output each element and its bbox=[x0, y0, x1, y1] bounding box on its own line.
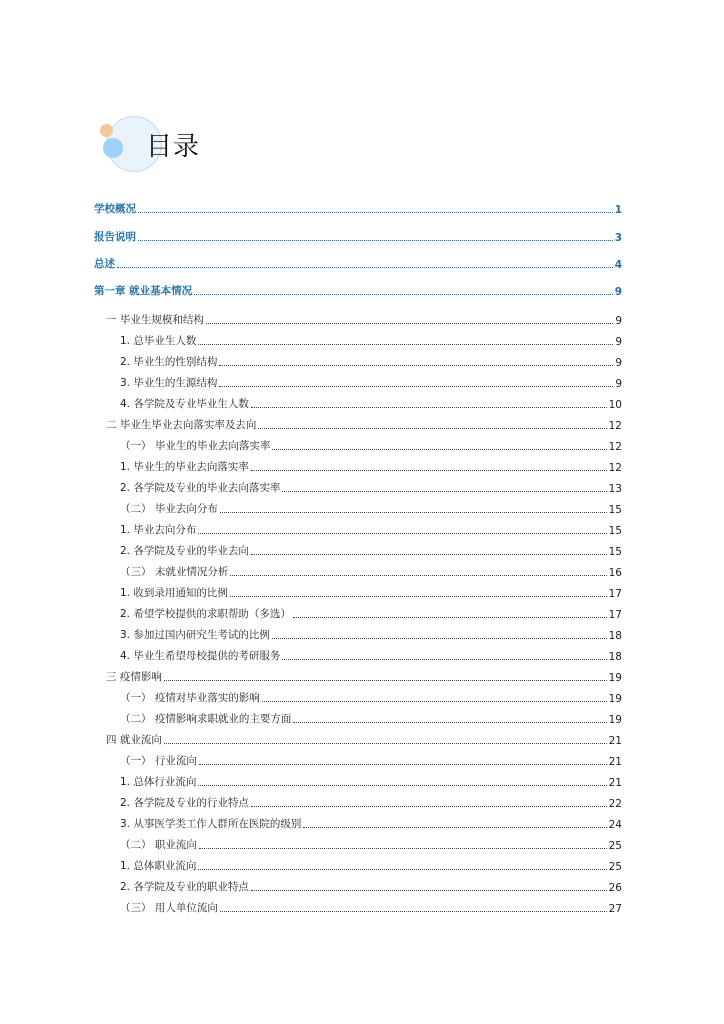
toc-entry-page: 10 bbox=[608, 399, 622, 411]
toc-entry-label: （二） 职业流向 bbox=[120, 839, 197, 851]
toc-entry-page: 13 bbox=[608, 483, 622, 495]
toc-entry-page: 9 bbox=[615, 357, 622, 369]
toc-entry-page: 12 bbox=[608, 420, 622, 432]
toc-entry-page: 19 bbox=[608, 693, 622, 705]
toc-entry-label: 2. 希望学校提供的求职帮助（多选） bbox=[120, 608, 291, 620]
toc-entry-label: 2. 各学院及专业的职业特点 bbox=[120, 881, 249, 893]
toc-entry-label: 1. 收到录用通知的比例 bbox=[120, 587, 228, 599]
toc-entry-label: 总述 bbox=[94, 258, 115, 270]
toc-entry-page: 22 bbox=[608, 798, 622, 810]
toc-entry[interactable] bbox=[94, 858, 622, 873]
toc-entry-page: 15 bbox=[608, 504, 622, 516]
toc-entry-label: （一） 毕业生的毕业去向落实率 bbox=[120, 440, 271, 452]
toc-entry-label: 三 疫情影响 bbox=[106, 671, 162, 683]
toc-entry-label: 1. 毕业去向分布 bbox=[120, 524, 197, 536]
toc-entry-page: 17 bbox=[608, 609, 622, 621]
toc-entry[interactable] bbox=[94, 564, 622, 579]
toc-entry[interactable] bbox=[94, 522, 622, 537]
decorative-circle-orange bbox=[100, 124, 113, 137]
toc-entry[interactable] bbox=[94, 201, 622, 216]
toc-entry[interactable] bbox=[94, 900, 622, 915]
dot-leader bbox=[251, 554, 607, 555]
toc-entry-label: 1. 毕业生的毕业去向落实率 bbox=[120, 461, 249, 473]
dot-leader bbox=[262, 701, 607, 702]
dot-leader bbox=[282, 659, 606, 660]
toc-entry[interactable] bbox=[94, 711, 622, 726]
toc-entry-page: 21 bbox=[608, 777, 622, 789]
toc-entry-page: 9 bbox=[615, 315, 622, 327]
toc-entry-page: 19 bbox=[608, 672, 622, 684]
dot-leader bbox=[194, 294, 613, 295]
dot-leader bbox=[230, 596, 607, 597]
toc-entry[interactable] bbox=[94, 879, 622, 894]
dot-leader bbox=[272, 449, 606, 450]
toc-entry-page: 9 bbox=[614, 286, 622, 298]
toc-entry-label: 2. 各学院及专业的毕业去向落实率 bbox=[120, 482, 281, 494]
toc-entry-label: 一 毕业生规模和结构 bbox=[106, 314, 204, 326]
decorative-circle-blue bbox=[103, 138, 123, 158]
toc-entry-label: 四 就业流向 bbox=[106, 734, 162, 746]
toc-entry[interactable] bbox=[94, 283, 622, 298]
dot-leader bbox=[164, 743, 607, 744]
dot-leader bbox=[251, 407, 607, 408]
toc-entry[interactable] bbox=[94, 375, 622, 390]
toc-entry[interactable] bbox=[94, 396, 622, 411]
toc-entry[interactable] bbox=[94, 417, 622, 432]
toc-entry[interactable] bbox=[94, 501, 622, 516]
toc-entry-page: 9 bbox=[615, 378, 622, 390]
toc-entry[interactable] bbox=[94, 816, 622, 831]
dot-leader bbox=[117, 267, 613, 268]
toc-entry[interactable] bbox=[94, 690, 622, 705]
toc-entry[interactable] bbox=[94, 753, 622, 768]
toc-entry-label: 4. 毕业生希望母校提供的考研服务 bbox=[120, 650, 281, 662]
dot-leader bbox=[198, 533, 606, 534]
toc-entry[interactable] bbox=[94, 229, 622, 244]
dot-leader bbox=[219, 365, 613, 366]
toc-entry-page: 9 bbox=[615, 336, 622, 348]
dot-leader bbox=[230, 575, 606, 576]
toc-entry-label: 3. 毕业生的生源结构 bbox=[120, 377, 218, 389]
toc-entry-label: 2. 各学院及专业的毕业去向 bbox=[120, 545, 249, 557]
toc-entry-label: （二） 毕业去向分布 bbox=[120, 503, 218, 515]
toc-entry[interactable] bbox=[94, 480, 622, 495]
dot-leader bbox=[206, 323, 613, 324]
dot-leader bbox=[219, 386, 613, 387]
toc-entry-page: 16 bbox=[608, 567, 622, 579]
toc-entry[interactable] bbox=[94, 795, 622, 810]
toc-entry-label: 学校概况 bbox=[94, 203, 136, 215]
toc-entry-page: 18 bbox=[608, 630, 622, 642]
toc-entry-label: 2. 各学院及专业的行业特点 bbox=[120, 797, 249, 809]
toc-entry[interactable] bbox=[94, 354, 622, 369]
dot-leader bbox=[251, 806, 607, 807]
toc-entry[interactable] bbox=[94, 333, 622, 348]
toc-entry[interactable] bbox=[94, 459, 622, 474]
toc-entry-page: 18 bbox=[608, 651, 622, 663]
toc-entry-label: 1. 总毕业生人数 bbox=[120, 335, 197, 347]
toc-entry-page: 12 bbox=[608, 441, 622, 453]
toc-entry-page: 25 bbox=[608, 840, 622, 852]
dot-leader bbox=[282, 491, 606, 492]
toc-entry-page: 15 bbox=[608, 546, 622, 558]
toc-entry-label: 二 毕业生毕业去向落实率及去向 bbox=[106, 419, 257, 431]
dot-leader bbox=[138, 240, 613, 241]
dot-leader bbox=[199, 764, 607, 765]
toc-entry-label: （三） 用人单位流向 bbox=[120, 902, 218, 914]
dot-leader bbox=[164, 680, 607, 681]
page-title: 目录 bbox=[146, 132, 201, 162]
toc-entry-page: 15 bbox=[608, 525, 622, 537]
toc-entry-page: 24 bbox=[608, 819, 622, 831]
toc-entry-label: 2. 毕业生的性别结构 bbox=[120, 356, 218, 368]
dot-leader bbox=[293, 617, 607, 618]
dot-leader bbox=[258, 428, 606, 429]
dot-leader bbox=[199, 848, 607, 849]
dot-leader bbox=[272, 638, 607, 639]
toc-entry-page: 3 bbox=[614, 232, 622, 244]
toc-entry[interactable] bbox=[94, 648, 622, 663]
toc-entry[interactable] bbox=[94, 438, 622, 453]
toc-entry-page: 27 bbox=[608, 903, 622, 915]
dot-leader bbox=[303, 827, 606, 828]
toc-entry-label: 3. 参加过国内研究生考试的比例 bbox=[120, 629, 270, 641]
toc-entry[interactable] bbox=[94, 585, 622, 600]
toc-entry[interactable] bbox=[94, 256, 622, 271]
toc-entry-page: 19 bbox=[608, 714, 622, 726]
toc-entry-label: 报告说明 bbox=[94, 231, 136, 243]
toc-entry[interactable] bbox=[94, 543, 622, 558]
dot-leader bbox=[293, 722, 606, 723]
toc-entry-page: 26 bbox=[608, 882, 622, 894]
toc-entry-label: （三） 未就业情况分析 bbox=[120, 566, 229, 578]
toc-entry[interactable] bbox=[94, 669, 622, 684]
toc-entry[interactable] bbox=[94, 627, 622, 642]
toc-entry[interactable] bbox=[94, 837, 622, 852]
dot-leader bbox=[198, 785, 606, 786]
dot-leader bbox=[198, 344, 613, 345]
dot-leader bbox=[251, 890, 607, 891]
toc-header bbox=[100, 116, 240, 186]
dot-leader bbox=[220, 512, 607, 513]
toc-entry-label: 1. 总体行业流向 bbox=[120, 776, 197, 788]
dot-leader bbox=[220, 911, 607, 912]
toc-entry[interactable] bbox=[94, 312, 622, 327]
toc-entry-label: （一） 疫情对毕业落实的影响 bbox=[120, 692, 260, 704]
toc-entry-page: 21 bbox=[608, 735, 622, 747]
dot-leader bbox=[198, 869, 606, 870]
dot-leader bbox=[251, 470, 607, 471]
toc-entry-label: 1. 总体职业流向 bbox=[120, 860, 197, 872]
toc-entry-label: 3. 从事医学类工作人群所在医院的级别 bbox=[120, 818, 302, 830]
toc-entry-label: 第一章 就业基本情况 bbox=[94, 285, 193, 297]
toc-entry-page: 1 bbox=[614, 204, 622, 216]
toc-entry-page: 21 bbox=[608, 756, 622, 768]
toc-entry-label: （二） 疫情影响求职就业的主要方面 bbox=[120, 713, 292, 725]
toc-entry-page: 12 bbox=[608, 462, 622, 474]
toc-entry-label: （一） 行业流向 bbox=[120, 755, 197, 767]
toc-entry[interactable] bbox=[94, 732, 622, 747]
toc-entry-page: 25 bbox=[608, 861, 622, 873]
toc-entry[interactable] bbox=[94, 606, 622, 621]
toc-entry-label: 4. 各学院及专业毕业生人数 bbox=[120, 398, 249, 410]
toc-entry-page: 17 bbox=[608, 588, 622, 600]
toc-entry[interactable] bbox=[94, 774, 622, 789]
dot-leader bbox=[138, 212, 613, 213]
toc-entry-page: 4 bbox=[614, 259, 622, 271]
